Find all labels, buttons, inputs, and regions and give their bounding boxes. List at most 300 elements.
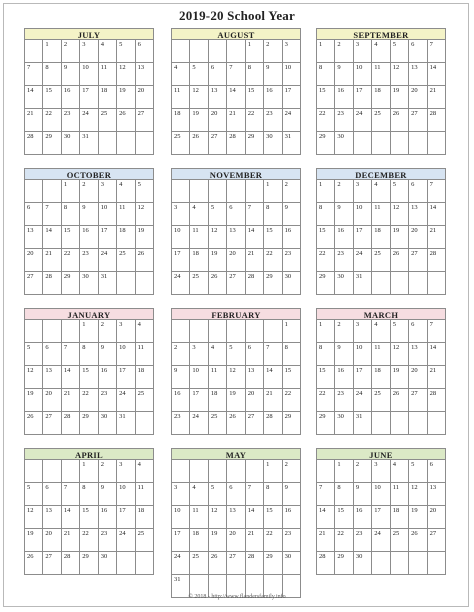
day-cell: 28 <box>227 132 245 155</box>
day-cell: 9 <box>264 63 282 86</box>
day-cell: 27 <box>246 412 264 435</box>
day-cell: 21 <box>428 86 446 109</box>
day-cell: 15 <box>80 366 98 389</box>
day-cell: 30 <box>99 552 117 575</box>
empty-cell <box>209 40 227 63</box>
day-cell: 17 <box>283 86 301 109</box>
day-cell: 19 <box>136 226 154 249</box>
day-cell: 22 <box>264 249 282 272</box>
day-cell: 2 <box>80 180 98 203</box>
day-cell: 15 <box>43 86 61 109</box>
day-cell: 29 <box>80 412 98 435</box>
day-cell: 1 <box>43 40 61 63</box>
day-cell: 8 <box>43 63 61 86</box>
day-cell: 9 <box>80 203 98 226</box>
day-cell: 28 <box>246 552 264 575</box>
day-cell: 14 <box>246 506 264 529</box>
day-cell: 26 <box>117 109 135 132</box>
day-cell: 30 <box>335 412 353 435</box>
empty-cell <box>428 132 446 155</box>
day-cell: 23 <box>99 529 117 552</box>
day-cell: 12 <box>391 203 409 226</box>
day-cell: 24 <box>172 552 190 575</box>
day-cell: 17 <box>172 529 190 552</box>
day-cell: 8 <box>80 483 98 506</box>
day-cell: 5 <box>227 343 245 366</box>
day-cell: 22 <box>80 529 98 552</box>
day-cell: 11 <box>372 203 390 226</box>
day-cell: 8 <box>335 483 353 506</box>
empty-cell <box>190 180 208 203</box>
day-cell: 29 <box>317 412 335 435</box>
day-cell: 30 <box>335 132 353 155</box>
empty-cell <box>190 40 208 63</box>
day-cell: 19 <box>117 86 135 109</box>
day-cell: 7 <box>62 343 80 366</box>
empty-cell <box>190 320 208 343</box>
day-cell: 15 <box>317 86 335 109</box>
day-cell: 7 <box>264 343 282 366</box>
day-cell: 12 <box>136 203 154 226</box>
month-may <box>171 448 301 598</box>
day-cell: 1 <box>283 320 301 343</box>
day-cell: 1 <box>264 180 282 203</box>
empty-cell <box>227 180 245 203</box>
day-cell: 2 <box>283 460 301 483</box>
day-cell: 8 <box>317 63 335 86</box>
day-cell: 19 <box>190 109 208 132</box>
empty-cell <box>172 460 190 483</box>
month-february <box>171 308 301 435</box>
month-november <box>171 168 301 295</box>
day-cell: 14 <box>62 506 80 529</box>
empty-cell <box>117 132 135 155</box>
day-cell: 12 <box>391 343 409 366</box>
day-cell: 16 <box>283 226 301 249</box>
day-cell: 13 <box>227 506 245 529</box>
day-cell: 3 <box>80 40 98 63</box>
empty-cell <box>43 460 61 483</box>
day-cell: 4 <box>391 460 409 483</box>
day-cell: 30 <box>283 552 301 575</box>
day-cell: 26 <box>209 552 227 575</box>
day-grid <box>171 180 301 295</box>
empty-cell <box>428 412 446 435</box>
day-cell: 24 <box>99 249 117 272</box>
day-cell: 22 <box>62 249 80 272</box>
day-grid <box>171 320 301 435</box>
day-cell: 25 <box>136 529 154 552</box>
day-cell: 29 <box>43 132 61 155</box>
day-cell: 17 <box>354 86 372 109</box>
day-cell: 4 <box>372 40 390 63</box>
day-cell: 25 <box>117 249 135 272</box>
day-cell: 4 <box>372 180 390 203</box>
day-cell: 4 <box>190 483 208 506</box>
day-cell: 25 <box>372 249 390 272</box>
empty-cell <box>409 412 427 435</box>
day-cell: 23 <box>283 249 301 272</box>
day-cell: 30 <box>80 272 98 295</box>
day-cell: 26 <box>190 132 208 155</box>
day-cell: 19 <box>25 389 43 412</box>
day-cell: 25 <box>136 389 154 412</box>
day-cell: 3 <box>354 320 372 343</box>
month-header: JULY <box>24 28 154 40</box>
empty-cell <box>62 320 80 343</box>
footer-credit: © 2018 - http://www.flandersfamily.info <box>188 594 286 600</box>
day-cell: 3 <box>283 40 301 63</box>
day-cell: 13 <box>409 63 427 86</box>
day-cell: 15 <box>317 226 335 249</box>
empty-cell <box>246 460 264 483</box>
day-cell: 22 <box>80 389 98 412</box>
day-cell: 4 <box>136 320 154 343</box>
empty-cell <box>409 552 427 575</box>
day-cell: 29 <box>317 272 335 295</box>
empty-cell <box>25 180 43 203</box>
day-cell: 10 <box>354 63 372 86</box>
day-cell: 7 <box>246 203 264 226</box>
day-cell: 12 <box>227 366 245 389</box>
day-cell: 16 <box>62 86 80 109</box>
month-january <box>24 308 154 435</box>
day-cell: 29 <box>283 412 301 435</box>
day-cell: 11 <box>372 343 390 366</box>
day-cell: 23 <box>99 389 117 412</box>
day-cell: 15 <box>335 506 353 529</box>
day-cell: 8 <box>317 343 335 366</box>
day-cell: 4 <box>372 320 390 343</box>
day-cell: 11 <box>99 63 117 86</box>
day-cell: 25 <box>190 272 208 295</box>
day-cell: 9 <box>354 483 372 506</box>
day-cell: 12 <box>209 506 227 529</box>
day-cell: 16 <box>335 86 353 109</box>
day-cell: 31 <box>117 412 135 435</box>
empty-cell <box>391 132 409 155</box>
day-cell: 5 <box>209 483 227 506</box>
day-cell: 10 <box>117 343 135 366</box>
day-cell: 27 <box>25 272 43 295</box>
day-cell: 2 <box>335 40 353 63</box>
day-cell: 9 <box>335 343 353 366</box>
day-cell: 15 <box>264 226 282 249</box>
month-march <box>316 308 446 435</box>
day-cell: 7 <box>428 40 446 63</box>
day-cell: 5 <box>409 460 427 483</box>
empty-cell <box>136 132 154 155</box>
month-august <box>171 28 301 155</box>
day-cell: 18 <box>99 86 117 109</box>
day-cell: 5 <box>25 483 43 506</box>
month-header: MARCH <box>316 308 446 320</box>
day-cell: 10 <box>372 483 390 506</box>
day-cell: 18 <box>372 86 390 109</box>
day-cell: 11 <box>136 343 154 366</box>
day-cell: 7 <box>246 483 264 506</box>
day-cell: 28 <box>264 412 282 435</box>
day-cell: 14 <box>428 343 446 366</box>
day-cell: 23 <box>172 412 190 435</box>
day-cell: 3 <box>99 180 117 203</box>
day-cell: 27 <box>209 132 227 155</box>
month-header: DECEMBER <box>316 168 446 180</box>
day-cell: 2 <box>335 180 353 203</box>
day-cell: 3 <box>172 203 190 226</box>
day-grid <box>316 320 446 435</box>
day-cell: 18 <box>136 366 154 389</box>
day-cell: 17 <box>190 389 208 412</box>
day-cell: 27 <box>227 272 245 295</box>
day-cell: 26 <box>409 529 427 552</box>
day-cell: 15 <box>317 366 335 389</box>
day-cell: 10 <box>172 506 190 529</box>
day-cell: 18 <box>117 226 135 249</box>
day-cell: 21 <box>246 529 264 552</box>
day-cell: 16 <box>80 226 98 249</box>
day-cell: 25 <box>209 412 227 435</box>
day-cell: 24 <box>283 109 301 132</box>
day-cell: 29 <box>80 552 98 575</box>
day-cell: 28 <box>246 272 264 295</box>
day-cell: 10 <box>354 343 372 366</box>
day-cell: 21 <box>264 389 282 412</box>
day-cell: 21 <box>62 529 80 552</box>
day-cell: 24 <box>80 109 98 132</box>
empty-cell <box>136 272 154 295</box>
day-grid <box>24 40 154 155</box>
day-cell: 14 <box>43 226 61 249</box>
empty-cell <box>25 40 43 63</box>
day-cell: 8 <box>283 343 301 366</box>
day-cell: 13 <box>43 506 61 529</box>
day-cell: 1 <box>317 320 335 343</box>
day-cell: 14 <box>317 506 335 529</box>
empty-cell <box>209 180 227 203</box>
month-september <box>316 28 446 155</box>
month-header: NOVEMBER <box>171 168 301 180</box>
day-cell: 29 <box>264 272 282 295</box>
day-cell: 24 <box>372 529 390 552</box>
day-cell: 24 <box>172 272 190 295</box>
day-cell: 21 <box>246 249 264 272</box>
day-grid <box>171 40 301 155</box>
day-grid <box>316 460 446 575</box>
day-cell: 25 <box>172 132 190 155</box>
month-header: OCTOBER <box>24 168 154 180</box>
day-cell: 28 <box>428 249 446 272</box>
day-cell: 25 <box>391 529 409 552</box>
day-cell: 12 <box>391 63 409 86</box>
day-cell: 19 <box>391 86 409 109</box>
day-cell: 23 <box>264 109 282 132</box>
day-cell: 10 <box>172 226 190 249</box>
day-cell: 16 <box>99 366 117 389</box>
day-cell: 3 <box>172 483 190 506</box>
day-cell: 29 <box>62 272 80 295</box>
day-cell: 7 <box>428 320 446 343</box>
empty-cell <box>372 412 390 435</box>
month-header: MAY <box>171 448 301 460</box>
day-cell: 17 <box>80 86 98 109</box>
day-cell: 9 <box>99 483 117 506</box>
day-cell: 11 <box>391 483 409 506</box>
day-cell: 21 <box>62 389 80 412</box>
empty-cell <box>62 460 80 483</box>
empty-cell <box>25 460 43 483</box>
day-cell: 16 <box>354 506 372 529</box>
empty-cell <box>428 552 446 575</box>
day-cell: 27 <box>43 552 61 575</box>
day-cell: 26 <box>391 249 409 272</box>
day-cell: 11 <box>372 63 390 86</box>
day-cell: 16 <box>335 366 353 389</box>
day-cell: 4 <box>117 180 135 203</box>
day-cell: 10 <box>99 203 117 226</box>
day-cell: 22 <box>317 389 335 412</box>
empty-cell <box>246 320 264 343</box>
day-cell: 20 <box>409 86 427 109</box>
month-june <box>316 448 446 575</box>
day-cell: 13 <box>246 366 264 389</box>
day-cell: 12 <box>117 63 135 86</box>
day-cell: 31 <box>99 272 117 295</box>
day-cell: 10 <box>354 203 372 226</box>
day-cell: 28 <box>317 552 335 575</box>
day-cell: 30 <box>264 132 282 155</box>
empty-cell <box>172 320 190 343</box>
day-cell: 16 <box>172 389 190 412</box>
day-cell: 21 <box>428 226 446 249</box>
day-grid <box>24 180 154 295</box>
day-cell: 6 <box>43 343 61 366</box>
month-header: JANUARY <box>24 308 154 320</box>
day-cell: 22 <box>317 109 335 132</box>
day-cell: 5 <box>25 343 43 366</box>
day-cell: 21 <box>43 249 61 272</box>
day-cell: 24 <box>117 389 135 412</box>
day-cell: 20 <box>43 389 61 412</box>
day-cell: 12 <box>25 506 43 529</box>
day-cell: 25 <box>372 109 390 132</box>
day-cell: 2 <box>283 180 301 203</box>
day-cell: 23 <box>80 249 98 272</box>
day-cell: 15 <box>264 506 282 529</box>
empty-cell <box>246 180 264 203</box>
empty-cell <box>43 180 61 203</box>
day-cell: 22 <box>246 109 264 132</box>
day-cell: 16 <box>99 506 117 529</box>
empty-cell <box>354 132 372 155</box>
day-cell: 19 <box>227 389 245 412</box>
day-cell: 26 <box>136 249 154 272</box>
day-cell: 16 <box>264 86 282 109</box>
day-cell: 26 <box>209 272 227 295</box>
day-cell: 30 <box>283 272 301 295</box>
empty-cell <box>391 272 409 295</box>
empty-cell <box>409 132 427 155</box>
day-cell: 13 <box>43 366 61 389</box>
day-cell: 17 <box>117 506 135 529</box>
day-grid <box>316 40 446 155</box>
day-cell: 13 <box>409 343 427 366</box>
day-cell: 6 <box>43 483 61 506</box>
empty-cell <box>209 460 227 483</box>
day-cell: 2 <box>99 320 117 343</box>
day-cell: 11 <box>136 483 154 506</box>
day-cell: 27 <box>43 412 61 435</box>
day-cell: 15 <box>246 86 264 109</box>
day-cell: 31 <box>172 575 190 598</box>
day-cell: 4 <box>99 40 117 63</box>
day-cell: 9 <box>62 63 80 86</box>
day-grid <box>316 180 446 295</box>
day-cell: 23 <box>335 389 353 412</box>
day-cell: 5 <box>136 180 154 203</box>
day-cell: 23 <box>335 249 353 272</box>
empty-cell <box>391 412 409 435</box>
day-cell: 29 <box>264 552 282 575</box>
day-cell: 14 <box>62 366 80 389</box>
day-cell: 2 <box>354 460 372 483</box>
day-cell: 17 <box>354 366 372 389</box>
day-cell: 4 <box>136 460 154 483</box>
day-cell: 11 <box>190 226 208 249</box>
day-cell: 3 <box>117 460 135 483</box>
empty-cell <box>25 320 43 343</box>
day-cell: 18 <box>372 366 390 389</box>
day-cell: 29 <box>317 132 335 155</box>
day-cell: 13 <box>136 63 154 86</box>
day-cell: 1 <box>317 180 335 203</box>
day-cell: 28 <box>62 552 80 575</box>
day-cell: 29 <box>246 132 264 155</box>
day-cell: 1 <box>264 460 282 483</box>
empty-cell <box>190 460 208 483</box>
empty-cell <box>136 552 154 575</box>
day-cell: 24 <box>190 412 208 435</box>
month-october <box>24 168 154 295</box>
empty-cell <box>264 320 282 343</box>
day-cell: 20 <box>227 529 245 552</box>
day-cell: 30 <box>99 412 117 435</box>
day-cell: 19 <box>209 529 227 552</box>
day-cell: 25 <box>190 552 208 575</box>
day-cell: 27 <box>428 529 446 552</box>
day-cell: 15 <box>62 226 80 249</box>
day-cell: 24 <box>354 389 372 412</box>
day-cell: 27 <box>136 109 154 132</box>
day-cell: 16 <box>335 226 353 249</box>
empty-cell <box>372 132 390 155</box>
day-cell: 6 <box>409 180 427 203</box>
empty-cell <box>372 272 390 295</box>
day-cell: 26 <box>227 412 245 435</box>
day-cell: 11 <box>117 203 135 226</box>
empty-cell <box>99 132 117 155</box>
day-cell: 6 <box>246 343 264 366</box>
day-cell: 20 <box>25 249 43 272</box>
day-cell: 17 <box>117 366 135 389</box>
day-cell: 19 <box>391 226 409 249</box>
day-cell: 26 <box>391 109 409 132</box>
day-cell: 8 <box>264 483 282 506</box>
day-cell: 20 <box>43 529 61 552</box>
empty-cell <box>136 412 154 435</box>
day-cell: 7 <box>317 483 335 506</box>
day-cell: 9 <box>283 483 301 506</box>
